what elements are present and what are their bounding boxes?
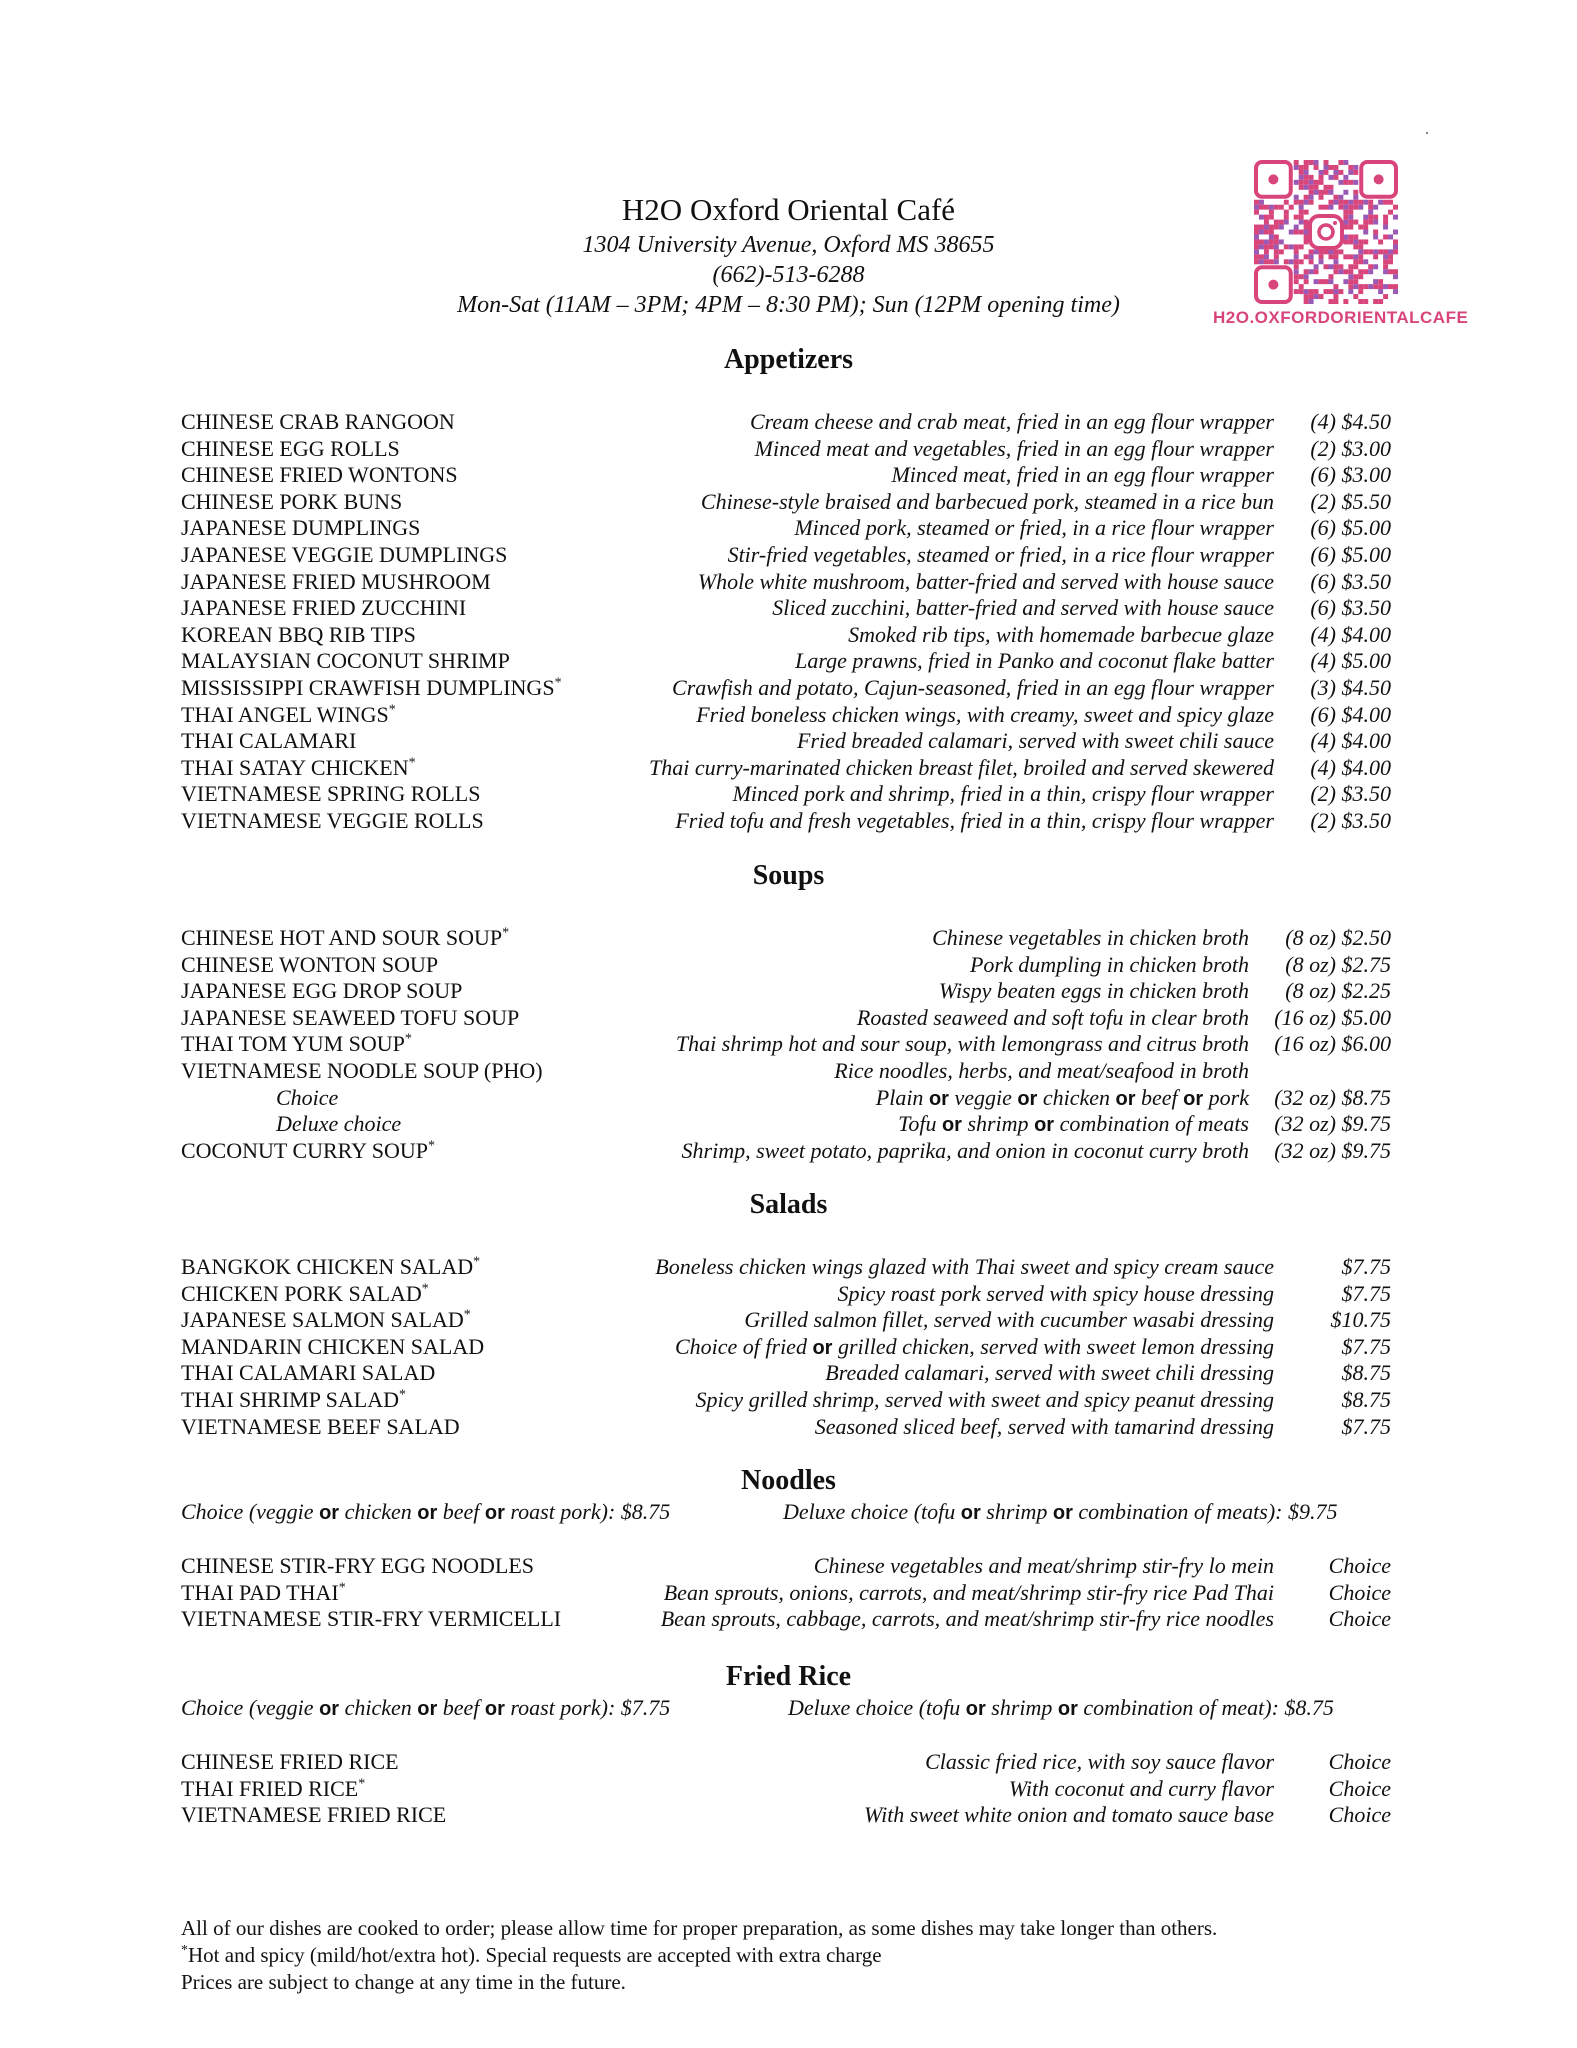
menu-item-row (0, 1306, 1577, 1333)
item-description: Spicy grilled shrimp, served with sweet and spicy peanut dressing (695, 1387, 1274, 1412)
footer-cooked-to-order: All of our dishes are cooked to order; please allow time for proper preparation, as some dishes may take longer than others. (181, 1916, 1218, 1940)
section-heading: Noodles (741, 1465, 836, 1496)
section-heading: Soups (752, 860, 825, 891)
item-price: (16 oz) $6.00 (1274, 1031, 1391, 1057)
or-connector: or (941, 1114, 962, 1137)
item-price: (6) $3.50 (1310, 568, 1391, 594)
section-heading: Salads (749, 1189, 828, 1220)
item-name: CHINESE PORK BUNS (181, 488, 403, 514)
menu-item-row (0, 1775, 1577, 1802)
menu-item-row (0, 647, 1577, 674)
item-name: VIETNAMESE FRIED RICE (181, 1802, 447, 1828)
hot-spicy-star: * (463, 1307, 471, 1323)
item-name: THAI ANGEL WINGS* (181, 701, 396, 727)
item-name: THAI CALAMARI (181, 728, 357, 754)
menu-item-row (0, 621, 1577, 648)
menu-item-row (0, 924, 1577, 951)
item-description: Whole white mushroom, batter-fried and served with house sauce (697, 568, 1274, 594)
item-name: CHINESE WONTON SOUP (181, 951, 439, 977)
item-price: (4) $4.00 (1310, 728, 1391, 754)
restaurant-name: H2O Oxford Oriental Café (621, 192, 956, 227)
menu-item-row (0, 780, 1577, 807)
item-description: Chinese-style braised and barbecued pork, steamed in a rice bun (700, 488, 1274, 514)
or-connector: or (1034, 1114, 1055, 1137)
fried-rice-deluxe-pricing: Deluxe choice (tofu or shrimp or combination of meat): $8.75 (788, 1695, 1334, 1720)
item-description: Minced pork and shrimp, fried in a thin, crispy flour wrapper (732, 781, 1274, 807)
item-name: THAI SATAY CHICKEN* (181, 754, 416, 780)
item-name: Choice (276, 1084, 339, 1110)
item-price: (8 oz) $2.75 (1285, 951, 1391, 977)
item-price: (32 oz) $9.75 (1274, 1137, 1391, 1163)
item-name: VIETNAMESE BEEF SALAD (181, 1413, 460, 1439)
item-description: Tofu or shrimp or combination of meats (898, 1111, 1249, 1137)
hot-spicy-star: * (421, 1281, 429, 1297)
menu-item-row (0, 594, 1577, 621)
item-description: Rice noodles, herbs, and meat/seafood in broth (834, 1058, 1249, 1083)
menu-item-row (0, 1552, 1577, 1579)
menu-item-row (0, 1030, 1577, 1057)
menu-item-row (0, 1137, 1577, 1164)
item-price: (32 oz) $9.75 (1274, 1111, 1391, 1137)
item-name: Deluxe choice (276, 1111, 402, 1137)
item-price: $8.75 (1341, 1387, 1391, 1412)
item-price: Choice (1328, 1606, 1391, 1632)
item-price: $7.75 (1341, 1280, 1391, 1306)
item-price: Choice (1328, 1553, 1391, 1578)
item-description: Minced meat and vegetables, fried in an egg flour wrapper (754, 435, 1274, 461)
item-name: THAI SHRIMP SALAD* (181, 1387, 406, 1412)
item-price: (2) $3.00 (1310, 435, 1391, 461)
item-description: Breaded calamari, served with sweet chili dressing (825, 1360, 1274, 1386)
section-heading: Fried Rice (725, 1661, 852, 1692)
item-description: Pork dumpling in chicken broth (969, 951, 1249, 977)
item-description: Fried breaded calamari, served with sweet chili sauce (797, 728, 1274, 754)
item-name: JAPANESE VEGGIE DUMPLINGS (181, 542, 508, 567)
or-connector: or (1057, 1698, 1078, 1720)
item-description: Sliced zucchini, batter-fried and served with house sauce (772, 595, 1274, 621)
menu-item-row (0, 977, 1577, 1004)
item-name: MANDARIN CHICKEN SALAD (181, 1333, 485, 1359)
item-name: CHINESE CRAB RANGOON (181, 409, 455, 434)
menu-item-row (0, 1253, 1577, 1280)
item-name: THAI TOM YUM SOUP* (181, 1031, 412, 1057)
menu-item-row (0, 754, 1577, 781)
menu-item-row (0, 1359, 1577, 1386)
item-description: Crawfish and potato, Cajun-seasoned, fried in an egg flour wrapper (672, 675, 1274, 700)
hot-spicy-star: * (398, 1387, 406, 1403)
item-name: CHINESE FRIED WONTONS (181, 462, 458, 488)
item-price: $8.75 (1341, 1360, 1391, 1386)
item-name: VIETNAMESE NOODLE SOUP (PHO) (181, 1058, 543, 1083)
item-description: Plain or veggie or chicken or beef or pork (875, 1084, 1249, 1110)
menu-item-row (0, 514, 1577, 541)
item-name: CHICKEN PORK SALAD* (181, 1280, 429, 1306)
item-description: Stir-fried vegetables, steamed or fried, in a rice flour wrapper (727, 542, 1274, 567)
instagram-qr-code[interactable] (1254, 160, 1398, 304)
item-name: JAPANESE SEAWEED TOFU SOUP (181, 1004, 520, 1030)
hot-spicy-star: * (473, 1254, 481, 1270)
stray-dot (1426, 132, 1428, 134)
hot-spicy-star: * (358, 1776, 366, 1792)
or-connector: or (417, 1698, 438, 1720)
item-description: Minced pork, steamed or fried, in a rice flour wrapper (794, 515, 1274, 541)
or-connector: or (1052, 1502, 1073, 1524)
item-name: COCONUT CURRY SOUP* (181, 1137, 435, 1163)
menu-item-row (0, 1801, 1577, 1828)
item-description: With sweet white onion and tomato sauce base (863, 1802, 1274, 1828)
item-description: Large prawns, fried in Panko and coconut flake batter (795, 648, 1274, 674)
item-name: JAPANESE EGG DROP SOUP (181, 978, 463, 1004)
item-description: Chinese vegetables in chicken broth (932, 925, 1249, 950)
item-description: Roasted seaweed and soft tofu in clear broth (856, 1004, 1249, 1030)
item-price: (8 oz) $2.25 (1285, 978, 1391, 1004)
menu-item-row (0, 807, 1577, 834)
item-description: Minced meat, fried in an egg flour wrapper (891, 462, 1274, 488)
menu-item-row (0, 1748, 1577, 1775)
hot-spicy-star: * (404, 1032, 412, 1048)
item-name: CHINESE HOT AND SOUR SOUP* (181, 925, 510, 950)
item-description: Bean sprouts, cabbage, carrots, and meat/shrimp stir-fry rice noodles (660, 1606, 1274, 1632)
item-name: VIETNAMESE VEGGIE ROLLS (181, 808, 484, 833)
item-price: $7.75 (1341, 1333, 1391, 1359)
menu-item-row (0, 408, 1577, 435)
instagram-icon (1310, 216, 1342, 248)
item-name: MISSISSIPPI CRAWFISH DUMPLINGS* (181, 675, 562, 700)
or-connector: or (1183, 1087, 1204, 1110)
noodles-choice-pricing: Choice (veggie or chicken or beef or roast pork): $8.75 (181, 1499, 671, 1524)
item-price: Choice (1328, 1579, 1391, 1605)
or-connector: or (812, 1336, 833, 1359)
item-description: Chinese vegetables and meat/shrimp stir-fry lo mein (813, 1553, 1274, 1578)
item-price: (2) $5.50 (1310, 488, 1391, 514)
menu-item-row (0, 1280, 1577, 1307)
item-name: THAI FRIED RICE* (181, 1775, 366, 1801)
or-connector: or (417, 1502, 438, 1524)
item-name: BANGKOK CHICKEN SALAD* (181, 1254, 481, 1279)
or-connector: or (484, 1698, 505, 1720)
item-description: Thai curry-marinated chicken breast filet, broiled and served skewered (648, 754, 1274, 780)
or-connector: or (960, 1502, 981, 1524)
menu-item-row (0, 1579, 1577, 1606)
instagram-handle[interactable]: H2O.OXFORDORIENTALCAFE (1213, 308, 1469, 327)
item-name: THAI CALAMARI SALAD (181, 1360, 436, 1386)
item-name: CHINESE STIR-FRY EGG NOODLES (181, 1553, 535, 1578)
item-price: (8 oz) $2.50 (1285, 925, 1391, 950)
item-price: (16 oz) $5.00 (1274, 1004, 1391, 1030)
item-price: Choice (1328, 1802, 1391, 1828)
or-connector: or (928, 1087, 949, 1110)
item-name: CHINESE FRIED RICE (181, 1749, 399, 1774)
or-connector: or (1017, 1087, 1038, 1110)
hot-spicy-star: * (408, 755, 416, 771)
item-price: (6) $4.00 (1310, 701, 1391, 727)
item-name: KOREAN BBQ RIB TIPS (181, 621, 416, 647)
item-description: Thai shrimp hot and sour soup, with lemongrass and citrus broth (675, 1031, 1249, 1057)
item-name: JAPANESE FRIED ZUCCHINI (181, 595, 467, 621)
item-description: Cream cheese and crab meat, fried in an egg flour wrapper (749, 409, 1274, 434)
footer-star: * (181, 1943, 188, 1958)
item-name: MALAYSIAN COCONUT SHRIMP (181, 648, 510, 674)
hot-spicy-star: * (554, 675, 562, 691)
menu-item-row (0, 1413, 1577, 1440)
restaurant-hours: Mon-Sat (11AM – 3PM; 4PM – 8:30 PM); Sun (12PM opening time) (457, 292, 1120, 318)
item-name: JAPANESE SALMON SALAD* (181, 1307, 471, 1333)
item-price: (3) $4.50 (1310, 675, 1391, 700)
menu-item-row (0, 1605, 1577, 1632)
item-description: Smoked rib tips, with homemade barbecue glaze (848, 621, 1274, 647)
or-connector: or (1115, 1087, 1136, 1110)
item-price: (4) $4.00 (1310, 621, 1391, 647)
or-connector: or (484, 1502, 505, 1524)
item-price: $10.75 (1330, 1307, 1391, 1333)
menu-item-row (0, 1110, 1577, 1137)
noodles-deluxe-pricing: Deluxe choice (tofu or shrimp or combination of meats): $9.75 (783, 1499, 1338, 1524)
qr-finder-top-left (1256, 162, 1291, 197)
item-price: (6) $3.00 (1310, 462, 1391, 488)
item-price: $7.75 (1341, 1254, 1391, 1279)
item-price: (4) $4.50 (1310, 409, 1391, 434)
item-price: (4) $4.00 (1310, 754, 1391, 780)
item-description: Boneless chicken wings glazed with Thai sweet and spicy cream sauce (655, 1254, 1274, 1279)
item-price: (6) $5.00 (1310, 542, 1391, 567)
item-price: (6) $5.00 (1310, 515, 1391, 541)
item-description: Bean sprouts, onions, carrots, and meat/shrimp stir-fry rice Pad Thai (663, 1579, 1274, 1605)
item-price: Choice (1328, 1749, 1391, 1774)
item-name: VIETNAMESE SPRING ROLLS (181, 781, 481, 807)
menu-item-row (0, 435, 1577, 462)
footer-notes (181, 1915, 1217, 1996)
menu-item-row (0, 701, 1577, 728)
menu-item-row (0, 1386, 1577, 1413)
item-name: JAPANESE DUMPLINGS (181, 515, 421, 541)
footer-price-change: Prices are subject to change at any time in the future. (181, 1970, 626, 1994)
item-description: Choice of fried or grilled chicken, served with sweet lemon dressing (674, 1333, 1274, 1359)
menu-item-row (0, 951, 1577, 978)
item-name: VIETNAMESE STIR-FRY VERMICELLI (181, 1606, 562, 1632)
item-price: (32 oz) $8.75 (1274, 1084, 1391, 1110)
item-name: THAI PAD THAI* (181, 1579, 346, 1605)
qr-finder-bottom-left (1256, 267, 1291, 302)
menu-item-row (0, 568, 1577, 595)
menu-item-row (0, 1004, 1577, 1031)
item-description: Fried tofu and fresh vegetables, fried in a thin, crispy flour wrapper (675, 808, 1274, 833)
item-price: $7.75 (1341, 1413, 1391, 1439)
restaurant-phone: (662)-513-6288 (712, 262, 865, 288)
item-price: (6) $3.50 (1310, 595, 1391, 621)
section-heading: Appetizers (723, 344, 854, 375)
item-name: CHINESE EGG ROLLS (181, 435, 400, 461)
item-name: JAPANESE FRIED MUSHROOM (181, 568, 491, 594)
item-description: Fried boneless chicken wings, with creamy, sweet and spicy glaze (696, 701, 1274, 727)
item-price: Choice (1328, 1775, 1391, 1801)
footer-hot-spicy-note (181, 1942, 1217, 1969)
qr-finder-top-right (1361, 162, 1396, 197)
menu-item-row (0, 674, 1577, 701)
hot-spicy-star: * (338, 1580, 346, 1596)
menu-item-row (0, 1333, 1577, 1360)
restaurant-address: 1304 University Avenue, Oxford MS 38655 (582, 232, 995, 258)
or-connector: or (319, 1502, 340, 1524)
menu-item-row (0, 727, 1577, 754)
hot-spicy-star: * (427, 1138, 435, 1154)
item-description: With coconut and curry flavor (1008, 1775, 1274, 1801)
menu-item-row (0, 461, 1577, 488)
item-description: Wispy beaten eggs in chicken broth (938, 978, 1249, 1004)
menu-item-row (0, 1084, 1577, 1111)
item-price: (2) $3.50 (1310, 781, 1391, 807)
footer-hot-spicy-text: Hot and spicy (mild/hot/extra hot). Special requests are accepted with extra charge (188, 1943, 882, 1967)
item-description: Spicy roast pork served with spicy house dressing (837, 1280, 1274, 1306)
menu-item-row (0, 488, 1577, 515)
item-price: (2) $3.50 (1310, 808, 1391, 833)
item-description: Seasoned sliced beef, served with tamarind dressing (814, 1413, 1274, 1439)
fried-rice-choice-pricing: Choice (veggie or chicken or beef or roast pork): $7.75 (181, 1695, 671, 1720)
menu-item-row (0, 1057, 1577, 1084)
item-description: Shrimp, sweet potato, paprika, and onion in coconut curry broth (681, 1137, 1249, 1163)
hot-spicy-star: * (388, 702, 396, 718)
item-description: Classic fried rice, with soy sauce flavor (925, 1749, 1274, 1774)
or-connector: or (319, 1698, 340, 1720)
item-description: Grilled salmon fillet, served with cucumber wasabi dressing (744, 1307, 1274, 1333)
item-price: (4) $5.00 (1310, 648, 1391, 674)
or-connector: or (965, 1698, 986, 1720)
hot-spicy-star: * (502, 925, 510, 941)
menu-item-row (0, 541, 1577, 568)
